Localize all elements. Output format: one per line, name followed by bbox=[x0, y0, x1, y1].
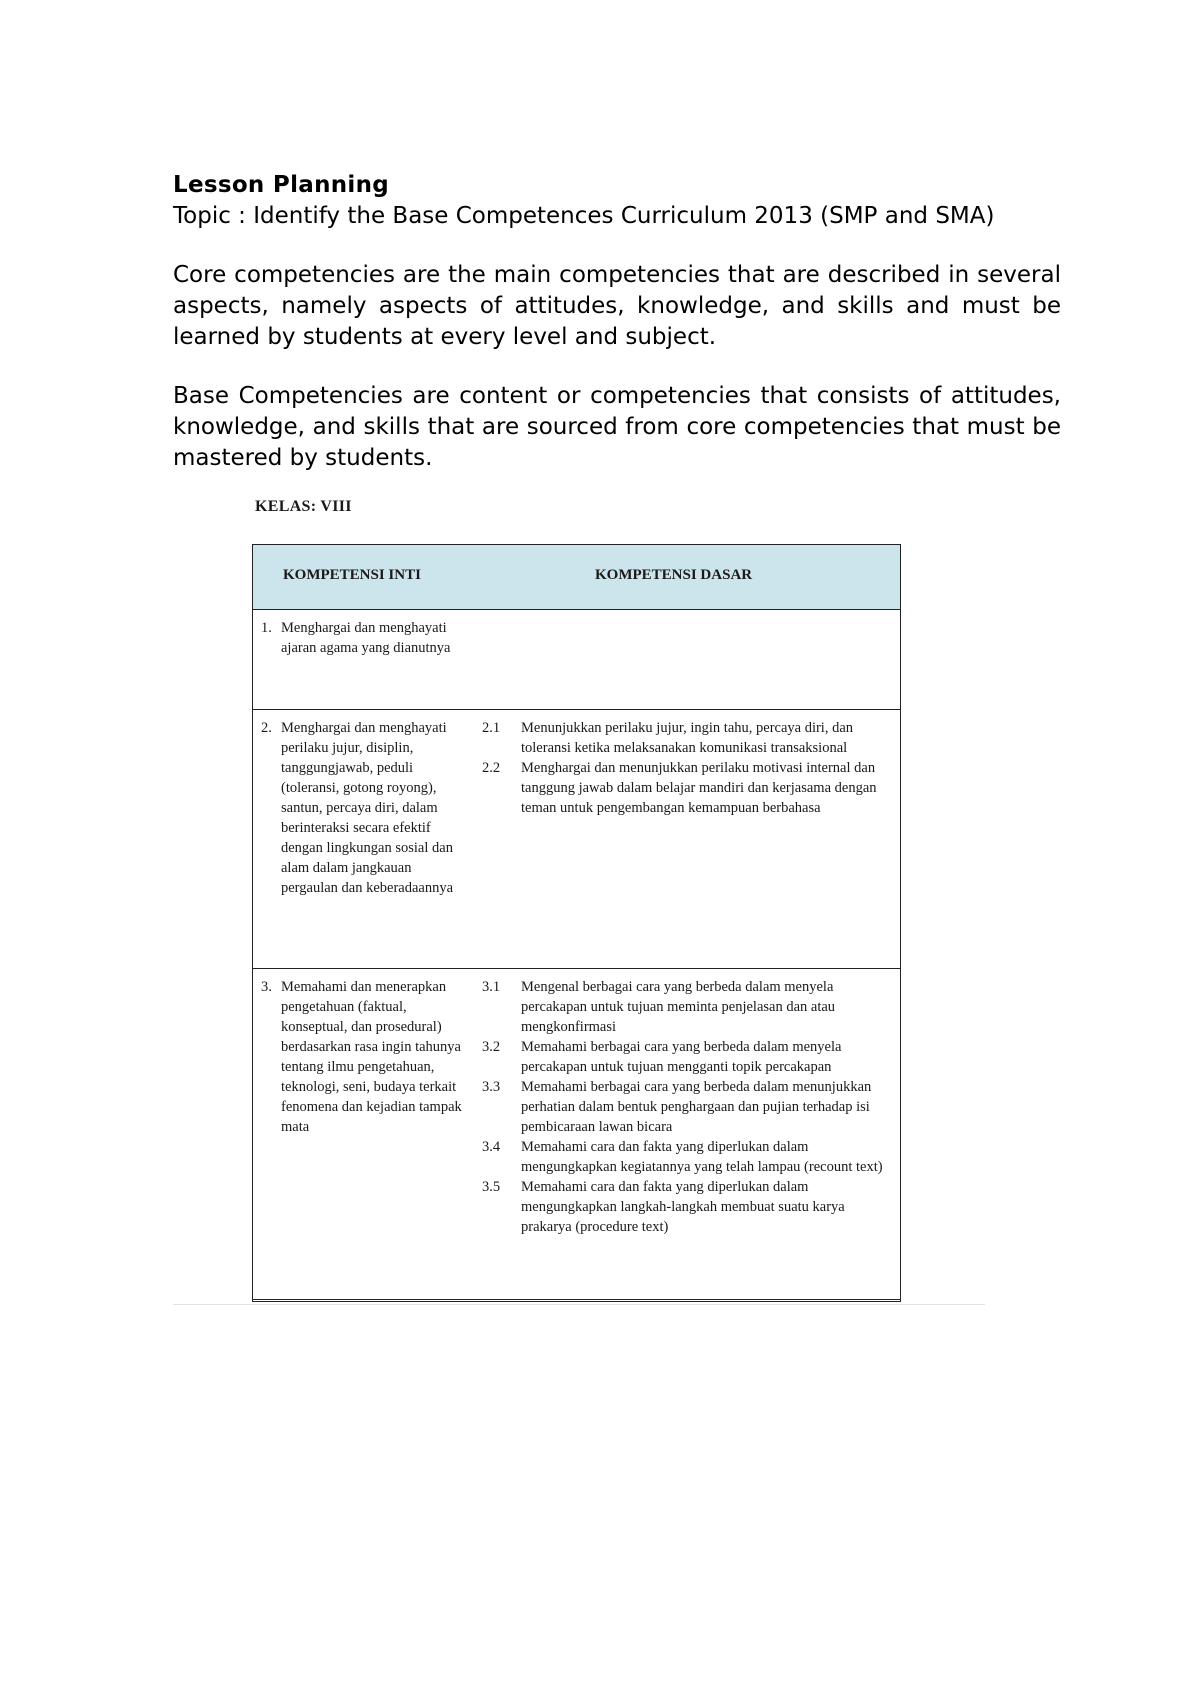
header-kompetensi-dasar: KOMPETENSI DASAR bbox=[595, 567, 753, 583]
kd-number: 3.2 bbox=[482, 1039, 501, 1055]
document-body bbox=[173, 170, 1061, 474]
kd-text: Memahami berbagai cara yang berbeda dalam menyela percakapan untuk tujuan mengganti topik percakapan bbox=[521, 1039, 842, 1075]
kd-number: 3.3 bbox=[482, 1079, 501, 1095]
kd-number: 2.2 bbox=[482, 760, 501, 776]
kelas-label: KELAS: VIII bbox=[255, 498, 352, 515]
table-row bbox=[253, 710, 900, 969]
ki-text: Menghargai dan menghayati perilaku jujur, disiplin, tanggungjawab, peduli (toleransi, gotong royong), santun, percaya diri, dalam berinteraksi secara efektif dengan lingkungan sosial dan alam dalam jangkauan pergaulan dan keberadaannya bbox=[281, 720, 454, 896]
ki-text: Menghargai dan menghayati ajaran agama yang dianutnya bbox=[281, 620, 451, 656]
kd-item bbox=[482, 718, 894, 758]
kd-item bbox=[482, 758, 894, 818]
kd-item bbox=[482, 1137, 894, 1177]
ki-number: 3. bbox=[261, 979, 272, 995]
competency-table bbox=[252, 544, 901, 1302]
base-competencies-paragraph: Base Competencies are content or competencies that consists of attitudes, knowledge, and skills that are sourced from core competencies that must be mastered by students. bbox=[173, 383, 1061, 471]
table-header bbox=[253, 545, 900, 610]
core-competencies-paragraph: Core competencies are the main competencies that are described in several aspects, namely aspects of attitudes, knowledge, and skills and must be learned by students at every level and subject. bbox=[173, 262, 1061, 350]
ki-number: 2. bbox=[261, 720, 272, 736]
kd-cell bbox=[482, 718, 894, 818]
ki-cell bbox=[261, 618, 466, 658]
kd-number: 3.4 bbox=[482, 1139, 501, 1155]
document-title: Lesson Planning bbox=[173, 172, 390, 198]
kd-text: Memahami cara dan fakta yang diperlukan dalam mengungkapkan langkah-langkah membuat suatu karya prakarya (procedure text) bbox=[521, 1179, 845, 1235]
header-kompetensi-inti: KOMPETENSI INTI bbox=[283, 567, 421, 583]
kd-text: Mengenal berbagai cara yang berbeda dalam menyela percakapan untuk tujuan meminta penjelasan dan atau mengkonfirmasi bbox=[521, 979, 836, 1035]
table-row bbox=[253, 969, 900, 1300]
ki-cell bbox=[261, 718, 466, 898]
kd-text: Menunjukkan perilaku jujur, ingin tahu, percaya diri, dan toleransi ketika melaksanakan komunikasi transaksional bbox=[521, 720, 854, 756]
kd-item bbox=[482, 1077, 894, 1137]
kd-item bbox=[482, 1037, 894, 1077]
kd-item bbox=[482, 977, 894, 1037]
kd-number: 2.1 bbox=[482, 720, 501, 736]
topic-line: Topic : Identify the Base Competences Curriculum 2013 (SMP and SMA) bbox=[173, 203, 995, 229]
ki-text: Memahami dan menerapkan pengetahuan (faktual, konseptual, dan prosedural) berdasarkan rasa ingin tahunya tentang ilmu pengetahuan, teknologi, seni, budaya terkait fenomena dan kejadian tampak mata bbox=[281, 979, 462, 1135]
kd-item bbox=[482, 1177, 894, 1237]
kd-number: 3.1 bbox=[482, 979, 501, 995]
kd-text: Memahami cara dan fakta yang diperlukan dalam mengungkapkan kegiatannya yang telah lampau (recount text) bbox=[521, 1139, 883, 1175]
kd-text: Menghargai dan menunjukkan perilaku motivasi internal dan tanggung jawab dalam belajar mandiri dan kerjasama dengan teman untuk pengembangan kemampuan berbahasa bbox=[521, 760, 877, 816]
competency-table-image bbox=[173, 492, 985, 1310]
kd-number: 3.5 bbox=[482, 1179, 501, 1195]
kd-cell bbox=[482, 977, 894, 1237]
table-row bbox=[253, 610, 900, 710]
ki-number: 1. bbox=[261, 620, 272, 636]
image-bottom-edge bbox=[173, 1304, 985, 1305]
ki-cell bbox=[261, 977, 466, 1137]
kd-text: Memahami berbagai cara yang berbeda dalam menunjukkan perhatian dalam bentuk penghargaan dan pujian terhadap isi pembicaraan lawan bicara bbox=[521, 1079, 872, 1135]
